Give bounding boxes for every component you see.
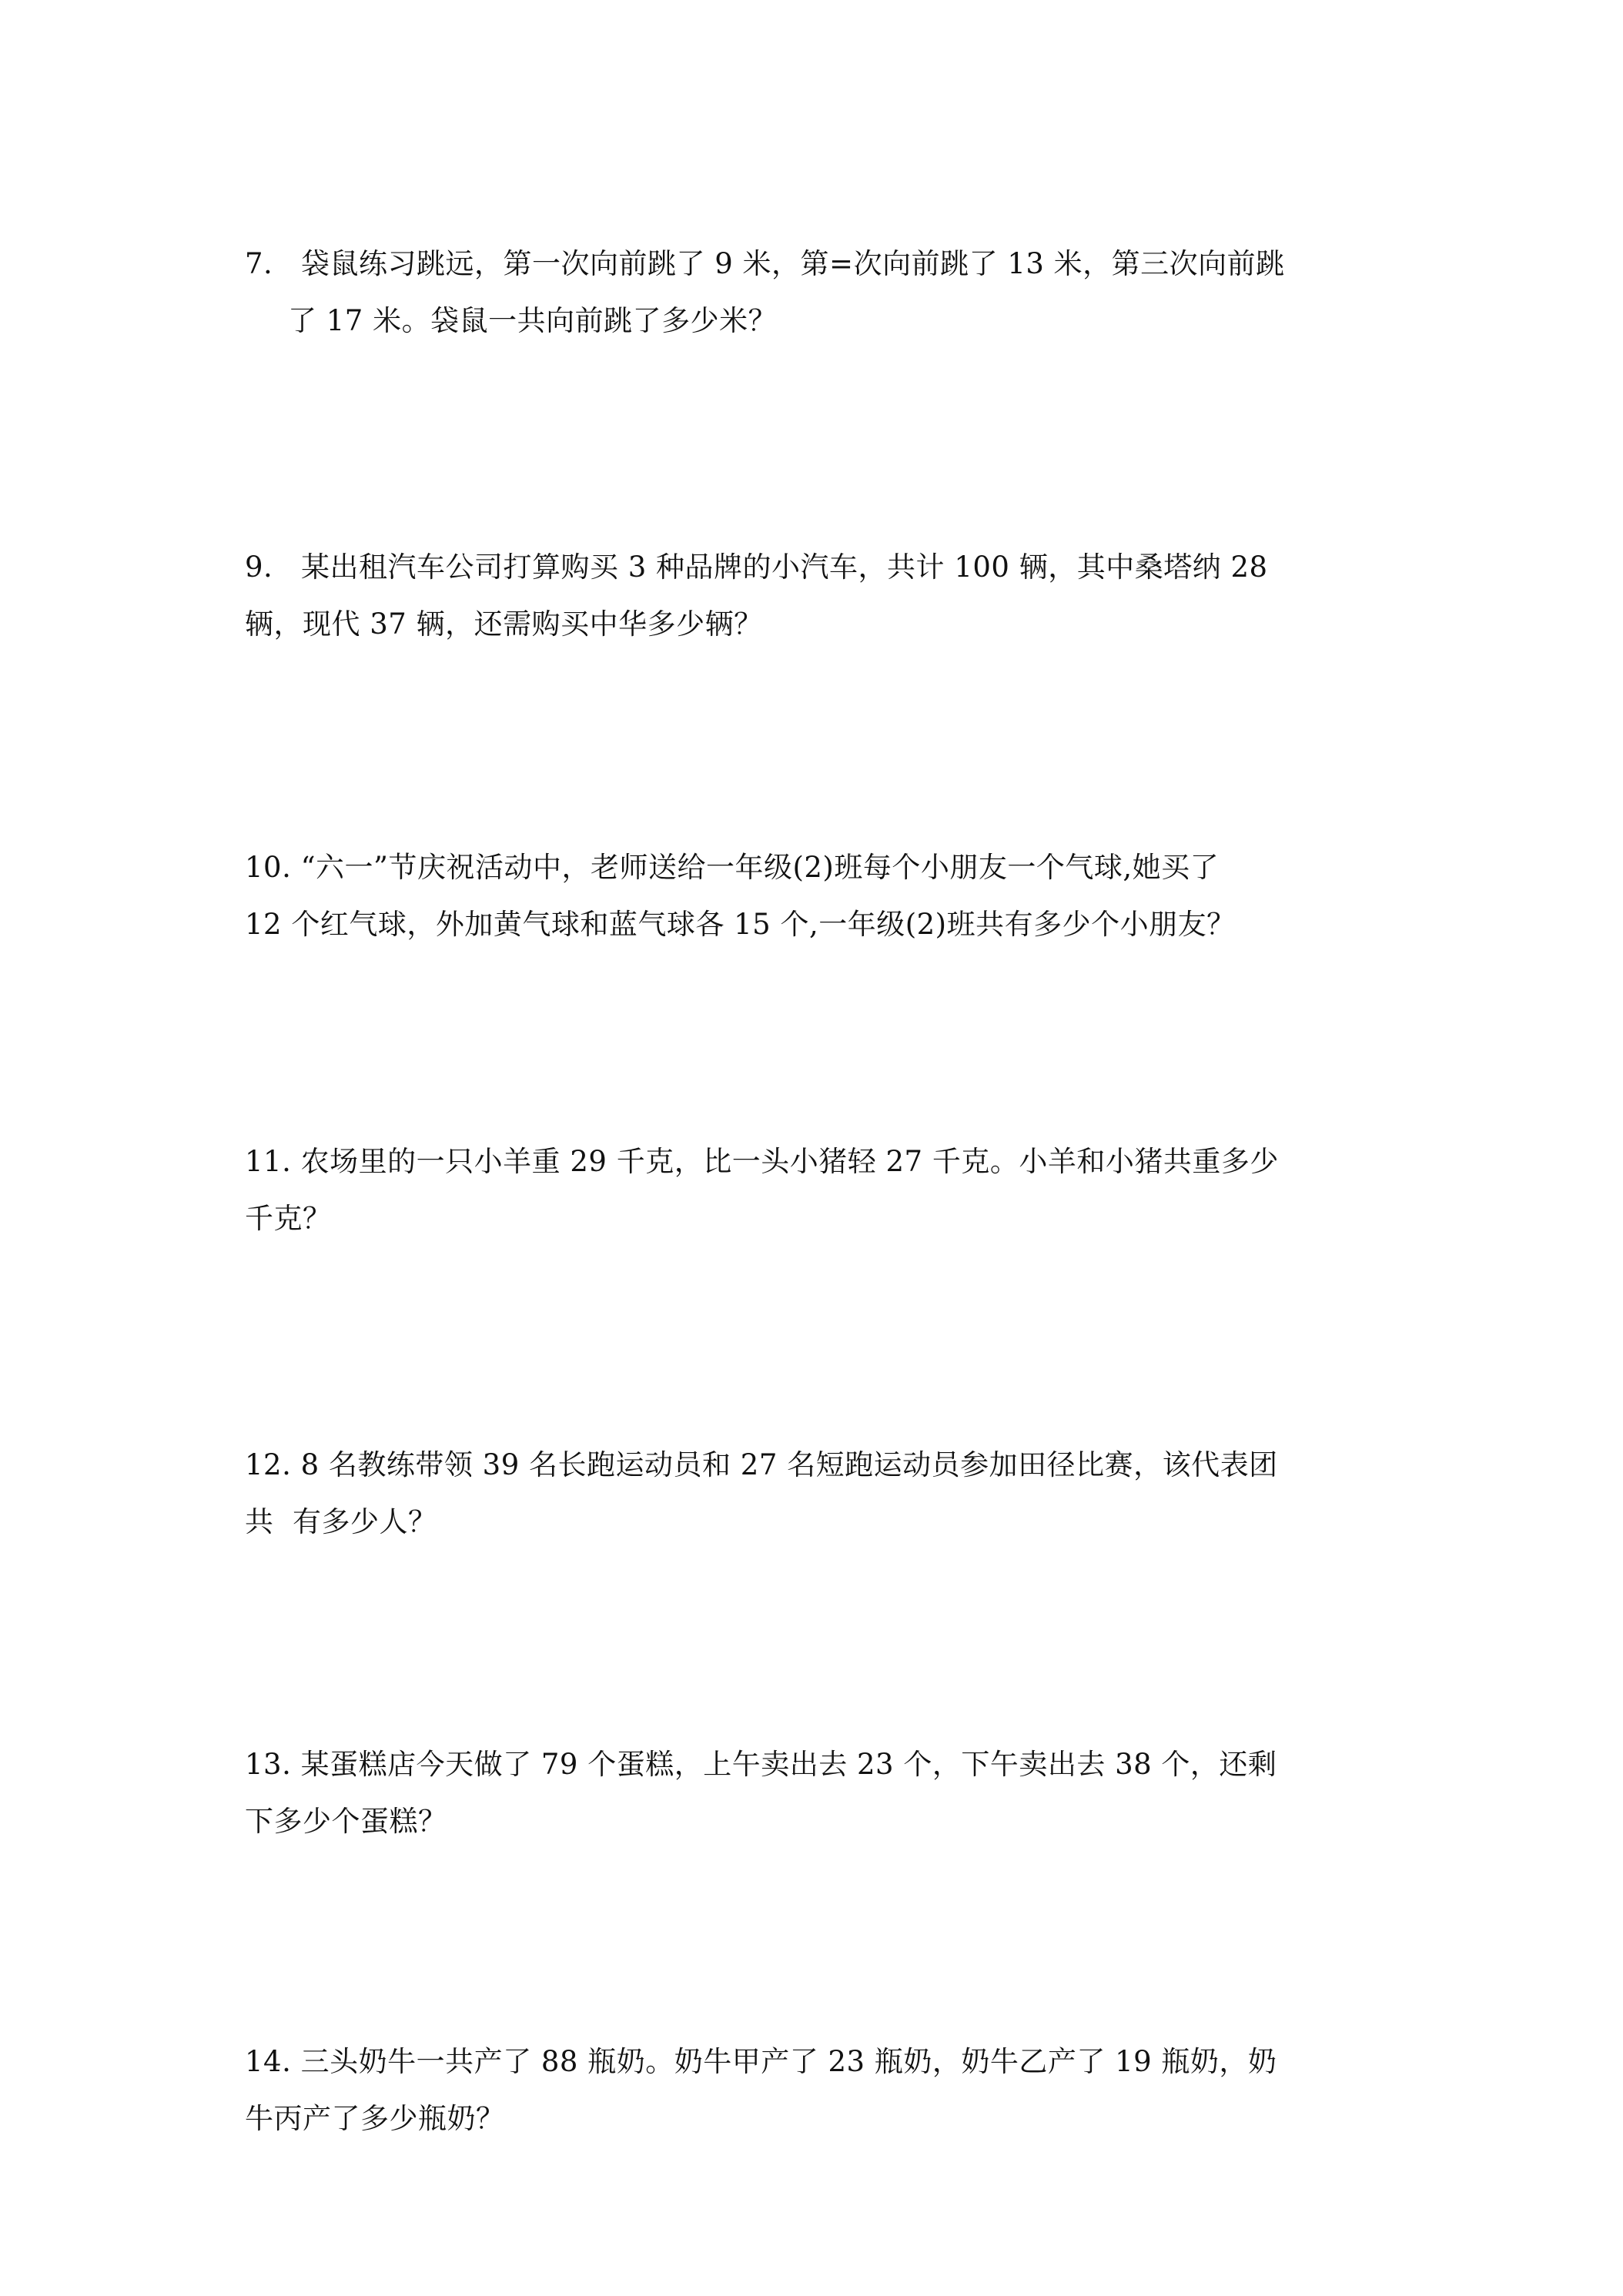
problem-line — [245, 236, 1400, 293]
problem-text: 农场里的一只小羊重 29 千克，比一头小猪轻 27 千克。小羊和小猪共重多少 — [300, 1145, 1279, 1178]
problem-line — [245, 1133, 1400, 1190]
problem-number: 12. — [245, 1448, 292, 1481]
problem-number: 13. — [245, 1748, 292, 1781]
problem-11 — [245, 1133, 1400, 1247]
problem-13 — [245, 1736, 1400, 1850]
problem-line — [245, 2033, 1400, 2090]
problem-text: “六一”节庆祝活动中，老师送给一年级(2)班每个小朋友一个气球,她买了 — [300, 851, 1220, 884]
problem-text: 8 名教练带领 39 名长跑运动员和 27 名短跑运动员参加田径比赛，该代表团 — [300, 1448, 1278, 1481]
problem-text: 某出租汽车公司打算购买 3 种品牌的小汽车，共计 100 辆，其中桑塔纳 28 — [301, 551, 1268, 584]
problem-text: 共 有多少人？ — [245, 1505, 437, 1538]
problem-number: 10. — [245, 851, 292, 884]
problem-text: 了 17 米。袋鼠一共向前跳了多少米？ — [288, 304, 778, 337]
problem-14 — [245, 2033, 1400, 2147]
problem-text: 下多少个蛋糕？ — [245, 1805, 447, 1838]
problem-number: 11. — [245, 1145, 292, 1178]
problem-text: 千克？ — [245, 1202, 332, 1235]
problem-9 — [245, 539, 1400, 653]
problem-number: 14. — [245, 2045, 292, 2078]
problem-line — [245, 539, 1400, 596]
problem-text: 牛丙产了多少瓶奶？ — [245, 2102, 505, 2135]
problem-12 — [245, 1437, 1400, 1551]
problem-number: 9. — [245, 551, 273, 584]
problem-number: 7. — [245, 247, 273, 280]
problem-line — [245, 1736, 1400, 1793]
problem-text: 12 个红气球，外加黄气球和蓝气球各 15 个,一年级(2)班共有多少个小朋友？ — [245, 908, 1236, 941]
problem-7 — [245, 236, 1400, 350]
problem-10 — [245, 839, 1400, 953]
problem-text: 袋鼠练习跳远，第一次向前跳了 9 米，第=次向前跳了 13 米，第三次向前跳 — [301, 247, 1285, 280]
problem-line — [245, 839, 1400, 896]
problem-text: 某蛋糕店今天做了 79 个蛋糕，上午卖出去 23 个，下午卖出去 38 个，还剩 — [300, 1748, 1277, 1781]
problem-text: 辆，现代 37 辆，还需购买中华多少辆？ — [245, 607, 763, 641]
problem-text: 三头奶牛一共产了 88 瓶奶。奶牛甲产了 23 瓶奶，奶牛乙产了 19 瓶奶，奶 — [300, 2045, 1277, 2078]
problem-line — [245, 1437, 1400, 1494]
